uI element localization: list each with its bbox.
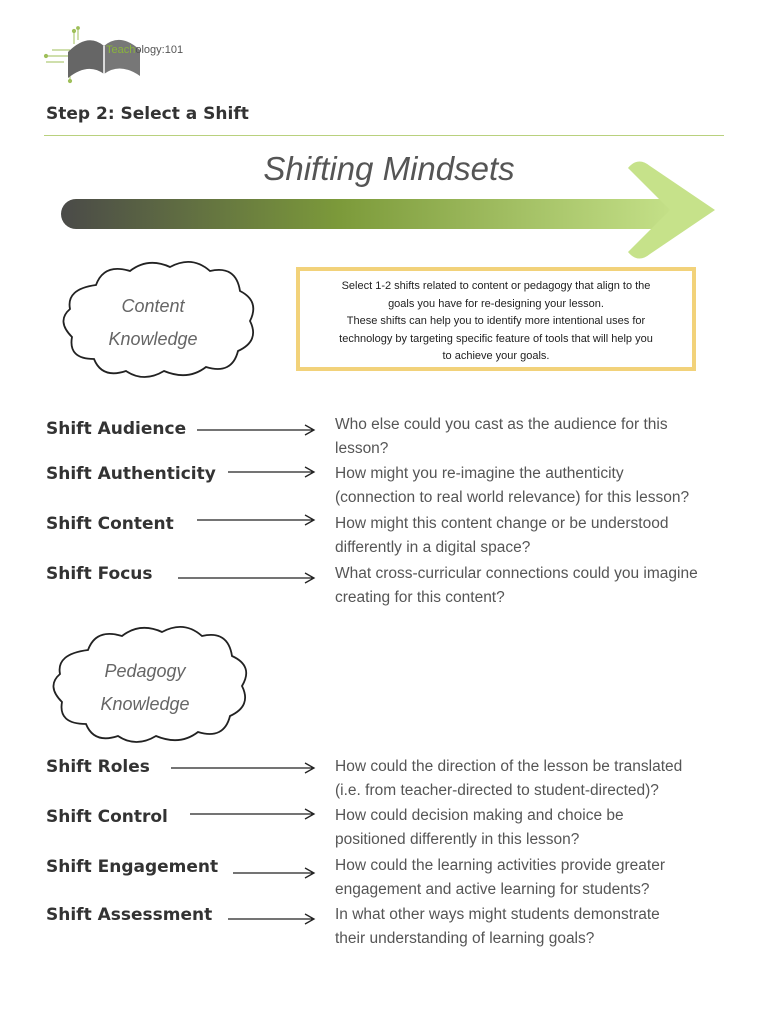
divider	[44, 135, 724, 136]
shift-authenticity-description: How might you re-imagine the authenticity (connection to real world relevance) for this lesson?	[335, 465, 690, 506]
shift-focus-description: What cross-curricular connections could you imagine creating for this content?	[335, 565, 698, 606]
arrow-icon	[228, 466, 317, 478]
shift-engagement-description: How could the learning activities provide greater engagement and active learning for students?	[335, 857, 665, 898]
pedagogy-knowledge-label: Pedagogy Knowledge	[100, 661, 190, 714]
shift-roles-description: How could the direction of the lesson be translated (i.e. from teacher-directed to student-directed)?	[335, 758, 683, 799]
shift-control-description: How could decision making and choice be positioned differently in this lesson?	[335, 807, 624, 848]
instructions-box: Select 1-2 shifts related to content or pedagogy that align to the goals you have for re-designing your lesson. These shifts can help you to identify more intentional uses for technology by targeting specific feature of tools that will help you to achieve your goals.	[296, 267, 696, 371]
shift-engagement-label: Shift Engagement	[46, 857, 219, 877]
teachology-logo	[40, 26, 220, 86]
arrow-icon	[228, 913, 317, 925]
arrow-icon	[233, 867, 317, 879]
arrow-icon	[197, 424, 317, 436]
banner-title: Shifting Mindsets	[263, 150, 515, 187]
step-title: Step 2: Select a Shift	[46, 104, 249, 124]
shift-control-label: Shift Control	[46, 807, 168, 827]
shift-content-description: How might this content change or be understood differently in a digital space?	[335, 515, 669, 556]
shift-assessment-label: Shift Assessment	[46, 905, 213, 925]
content-knowledge-label: Content Knowledge	[108, 296, 198, 349]
arrow-icon	[197, 514, 317, 526]
shift-audience-description: Who else could you cast as the audience for this lesson?	[335, 416, 668, 457]
arrow-icon	[190, 808, 317, 820]
shift-audience-label: Shift Audience	[46, 419, 187, 439]
shift-focus-label: Shift Focus	[46, 564, 153, 584]
arrow-icon	[171, 762, 317, 774]
arrow-icon	[178, 572, 317, 584]
shift-assessment-description: In what other ways might students demonstrate their understanding of learning goals?	[335, 906, 660, 947]
shift-roles-label: Shift Roles	[46, 757, 150, 777]
shift-authenticity-label: Shift Authenticity	[46, 464, 216, 484]
logo-wordmark: Teachology:101	[106, 44, 184, 56]
shift-content-label: Shift Content	[46, 514, 174, 534]
